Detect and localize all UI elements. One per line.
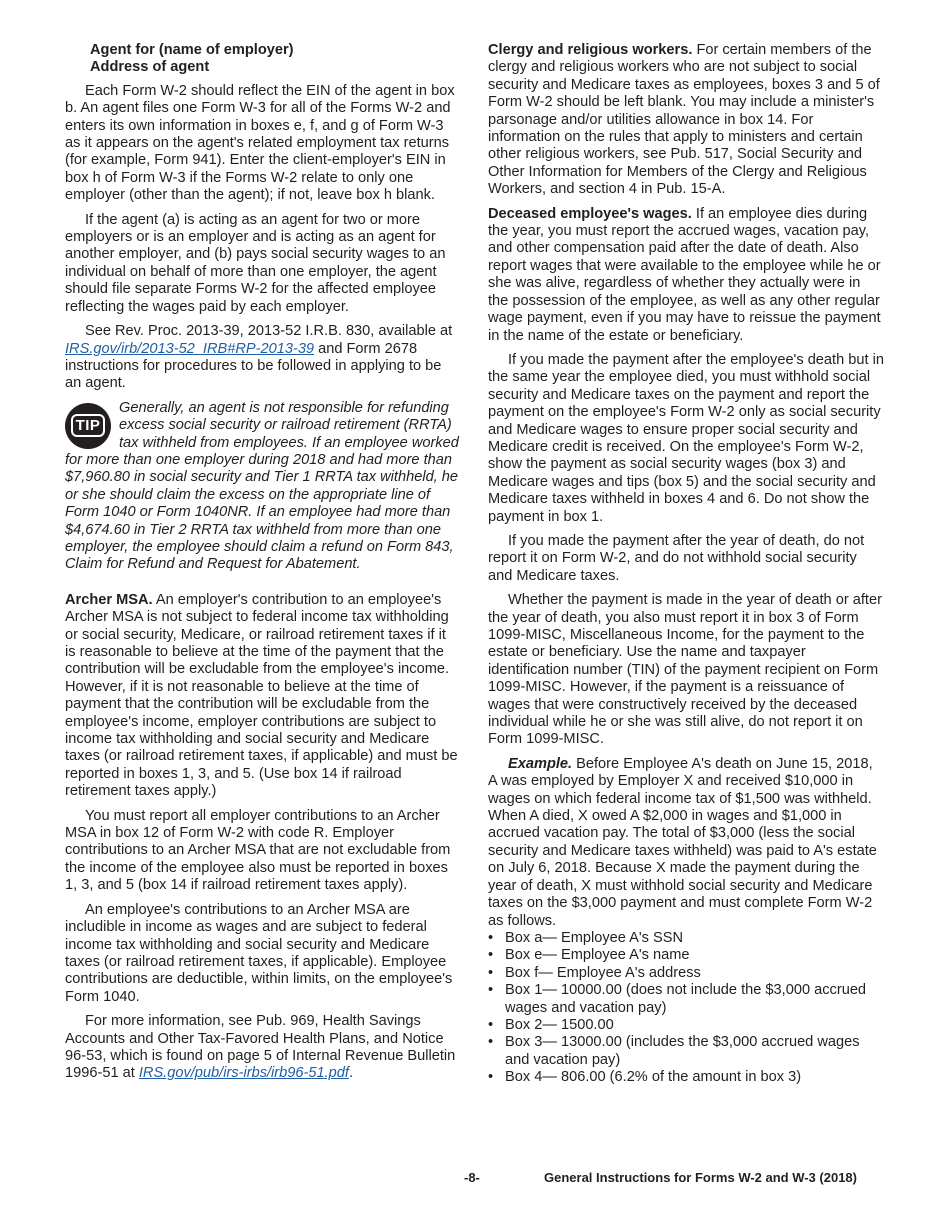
archer-paragraph-2: You must report all employer contributions to an Archer MSA in box 12 of Form W-2 with code R. Employer contributions to an Archer MSA that are not excludable from the income of the employee also must be reported in boxes 1, 3, and 5 (box 14 if railroad retirement taxes apply). [65,807,451,894]
tip-text: Generally, an agent is not responsible for refunding excess social security or railroad retirement (RRTA) tax withheld from employees. If an employee worked for more than one employer during 2018 and had more than $7,960.80 in social security and Tier 1 RRTA tax withheld, he or she should claim the excess on the appropriate line of Form 1040 or Form 1040NR. If an employee had more than $4,674.60 in Tier 2 RRTA tax withheld from more than one employer, the employee should claim a refund on Form 843, Claim for Refund and Request for Abatement. [65,399,459,573]
archer-p1-text: An employer's contribution to an employee's Archer MSA is not subject to federal income tax withholding or social security, Medicare, or railroad retirement taxes if it is reasonable to believe at the time of the payment that the contribution will be excludable from the employee's income. However, if it is not reasonable to believe at the time of payment that the contribution will be excludable from the employee's income, employer contributions are subject to income tax withholding and social security and Medicare taxes (or railroad retirement taxes, if applicable) and must be reported in boxes 1, 3, and 5. (Use box 14 if railroad retirement taxes apply.) [65,591,458,800]
bullet-icon: • [488,947,494,964]
irb-link[interactable]: IRS.gov/pub/irs-irbs/irb96-51.pdf [138,1065,349,1082]
agent-p3-text-a: See Rev. Proc. 2013-39, 2013-52 I.R.B. 830, available at [85,323,453,340]
agent-header-line-2: Address of agent [90,59,210,76]
box-list [488,930,884,1087]
list-item-text: Box 2— 1500.00 [505,1016,614,1033]
rev-proc-link[interactable]: IRS.gov/irb/2013-52_IRB#RP-2013-39 [65,340,315,357]
clergy-text: For certain members of the clergy and religious workers who are not subject to social security and Medicare taxes as employees, boxes 3 and 5 of Form W-2 should be left blank. You may include a minister's parsonage and/or utilities allowance in box 14. For information on the rules that apply to ministers and certain other religious workers, see Pub. 517, Social Security and Other Information for Members of the Clergy and Religious Workers, and section 4 in Pub. 15-A. [488,42,880,198]
list-item [488,1069,884,1086]
agent-header [90,42,460,77]
archer-paragraph-4 [65,1013,460,1083]
archer-p4-text-a: For more information, see Pub. 969, Health Savings Accounts and Other Tax-Favored Health Plans, and Notice 96-53, which is found on page 5 of Internal Revenue Bulletin 1996-51 at [65,1013,456,1082]
list-item [488,1017,884,1034]
bullet-icon: • [488,982,494,999]
list-item-text: Box f— Employee A's address [505,964,701,981]
deceased-text: If an employee dies during the year, you must report the accrued wages, vacation pay, and other compensation paid after the date of death. Also report wages that were available to the employee while he or she was alive, regardless of whether they actually were in the possession of the employee, as well as any other regular wage payment, even if you may have to reissue the payment in the name of the estate or beneficiary. [488,205,881,344]
list-item-text: Box 4— 806.00 (6.2% of the amount in box 3) [505,1069,802,1086]
clergy-heading: Clergy and religious workers. [488,42,693,58]
agent-paragraph-3 [65,323,460,393]
list-item-text: Box 1— 10000.00 (does not include the $3,000 accrued wages and vacation pay) [505,982,867,1016]
deceased-paragraph-2: If you made the payment after the employee's death but in the same year the employee died, you must withhold social security and Medicare taxes on the payment and report the payment on the employee's Form W-2 only as social security and Medicare wages to ensure proper social security and Medicare credit is received. On the employee's Form W-2, show the payment as social security wages (box 3) and Medicare wages and tips (box 5) and the social security and Medicare taxes withheld in boxes 4 and 6. Do not show the payment in box 1. [488,351,884,525]
tip-box [65,400,460,574]
list-item-text: Box a— Employee A's SSN [505,929,683,946]
agent-paragraph-1: Each Form W-2 should reflect the EIN of the agent in box b. An agent files one Form W-3 for all of the Forms W-2 and enters its own information in boxes e, f, and g of Form W-3 as it appears on the agent's related employment tax returns (for example, Form 941). Enter the client-employer's EIN in box h of Form W-3 if the Forms W-2 relate to only one employer (other than the agent); if not, leave box h blank. [65,82,455,204]
bullet-icon: • [488,1016,494,1033]
left-column [65,42,460,1090]
example-text: Before Employee A's death on June 15, 2018, A was employed by Employer X and received $10,000 in wages on which federal income tax of $1,500 was withheld. When A died, X owed A $2,000 in wages and $1,000 in accrued vacation pay. The total of $3,000 (less the social security and Medicare taxes withheld) was paid to A's estate on July 6, 2018. Because X made the payment during the year of death, X must withhold social security and Medicare taxes on the $3,000 payment and must complete Form W-2 as follows. [488,755,877,929]
bullet-icon: • [488,1034,494,1051]
deceased-paragraph-4: Whether the payment is made in the year of death or after the year of death, you also must report it in box 3 of Form 1099-MISC, Miscellaneous Income, for the payment to the estate or beneficiary. Use the name and taxpayer identification number (TIN) of the payment recipient on Form 1099-MISC. However, if the payment is a reissuance of wages that were constructively received by the deceased individual while he or she was still alive, do not report it on Form 1099-MISC. [488,592,882,748]
page-number: -8- [464,1170,480,1185]
list-item [488,947,884,964]
tip-icon [65,403,111,449]
deceased-heading: Deceased employee's wages. [488,205,692,222]
agent-header-line-1: Agent for (name of employer) [90,42,294,58]
archer-paragraph-3: An employee's contributions to an Archer MSA are includible in income as wages and are subject to federal income tax withholding and social security and Medicare taxes (or railroad retirement taxes, if applicable). Employee contributions are deductible, within limits, on the employee's Form 1040. [65,901,453,1005]
list-item [488,982,884,1017]
right-column [488,42,884,1087]
tip-icon-label: TIP [71,414,106,437]
list-item [488,965,884,982]
archer-p4-text-b: . [348,1065,353,1082]
bullet-icon: • [488,1069,494,1086]
bullet-icon: • [488,929,494,946]
list-item [488,1034,884,1069]
list-item-text: Box 3— 13000.00 (includes the $3,000 accrued wages and vacation pay) [505,1034,860,1068]
bullet-icon: • [488,964,494,981]
deceased-paragraph-3: If you made the payment after the year of death, do not report it on Form W-2, and do not withhold social security and Medicare taxes. [488,532,865,584]
deceased-paragraph-1 [488,206,884,345]
example-paragraph [488,756,884,930]
list-item-text: Box e— Employee A's name [505,947,690,964]
agent-p3-text-b: and Form 2678 instructions for procedures to be followed in applying to be an agent. [65,340,442,392]
archer-heading: Archer MSA. [65,591,153,608]
example-label: Example. [508,755,573,772]
agent-paragraph-2: If the agent (a) is acting as an agent for two or more employers or is an employer and is acting as an agent for another employer, and (b) pays social security wages to an individual on behalf of more than one employer, the agent should file separate Forms W-2 for the affected employee reflecting the wages paid by each employer. [65,211,446,315]
footer-title: General Instructions for Forms W-2 and W-3 (2018) [544,1170,857,1185]
list-item [488,930,884,947]
clergy-paragraph [488,42,884,199]
archer-paragraph-1 [65,592,460,801]
